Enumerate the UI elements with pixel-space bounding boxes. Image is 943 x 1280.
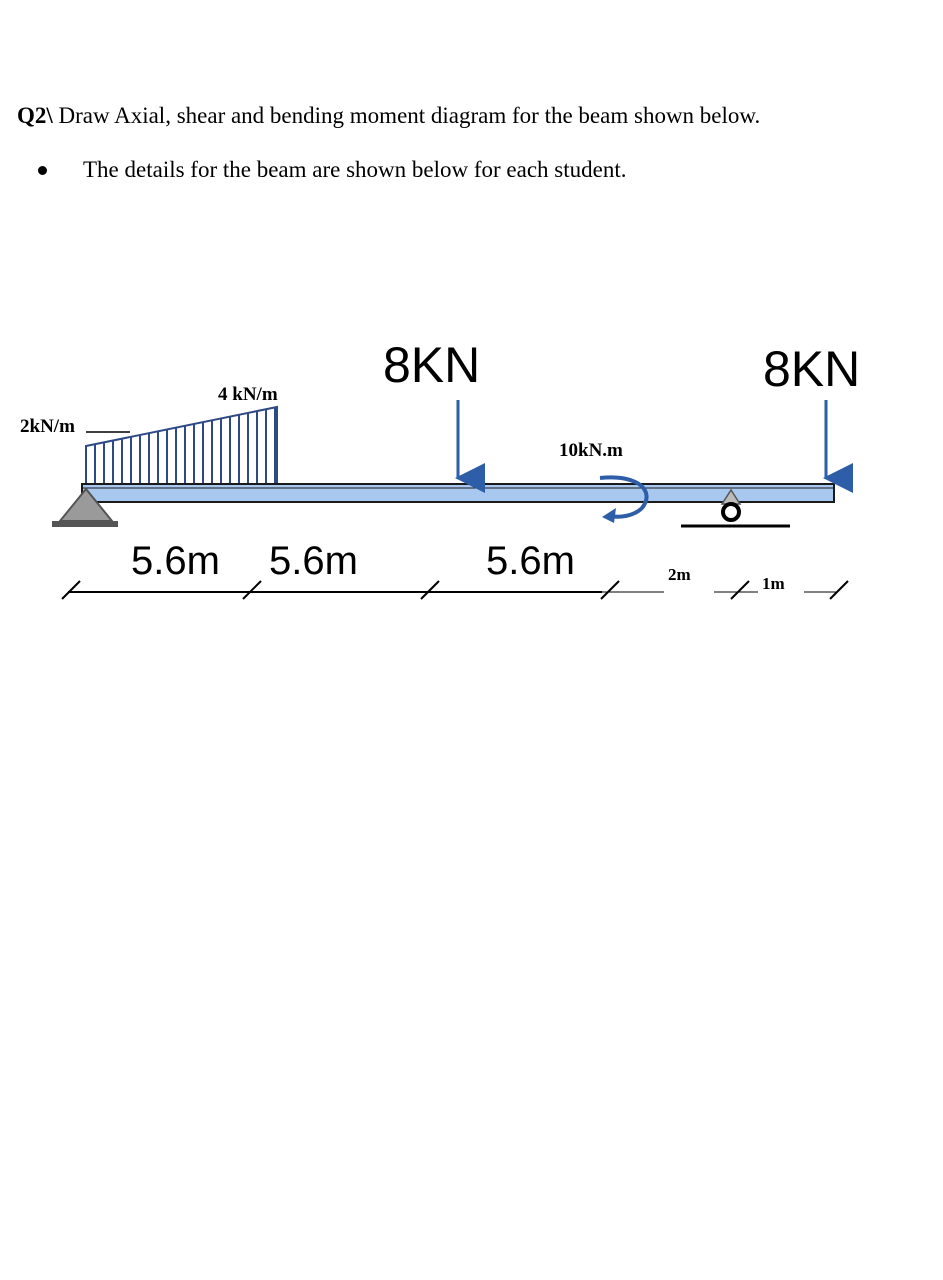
dimension-line <box>62 581 848 599</box>
beam <box>82 484 834 502</box>
bullet-text: The details for the beam are shown below for each student. <box>83 157 627 182</box>
dimension-label-5: 1m <box>762 574 785 593</box>
distributed-load-end-label: 4 kN/m <box>218 384 278 405</box>
dimension-label-4: 2m <box>668 565 691 584</box>
distributed-load-start-label: 2kN/m <box>20 416 75 437</box>
point-load-label-1: 8KN <box>383 337 481 393</box>
question-number: Q2\ <box>17 103 53 128</box>
point-load-label-2: 8KN <box>763 341 861 397</box>
dimension-label-1: 5.6m <box>131 539 220 583</box>
dimension-label-2: 5.6m <box>269 539 358 583</box>
distributed-load <box>86 407 277 484</box>
moment-label: 10kN.m <box>559 440 623 461</box>
question-text: Draw Axial, shear and bending moment diagram for the beam shown below. <box>52 103 761 128</box>
dimension-label-3: 5.6m <box>486 539 575 583</box>
